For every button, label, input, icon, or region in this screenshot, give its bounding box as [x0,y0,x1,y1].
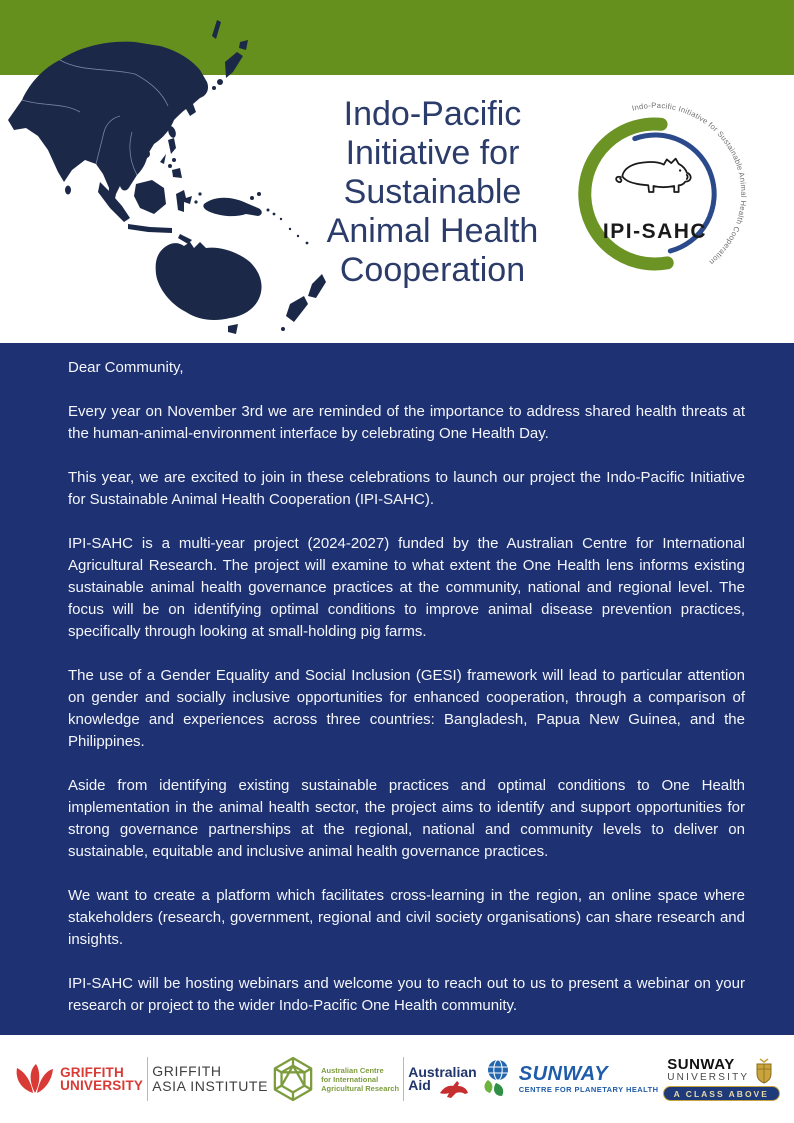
sunway-university-sub: UNIVERSITY [667,1071,750,1083]
sunway-university-tagline: A CLASS ABOVE [663,1086,780,1101]
paragraph: This year, we are excited to join in these celebrations to launch our project the Indo-Pacific Initiative for Sustainable Animal Health Cooperation (IPI-SAHC). [68,469,745,508]
aciar-name: Australian Centre [321,1065,384,1075]
title-line: Sustainable [343,173,522,211]
paragraph: Every year on November 3rd we are reminded of the importance to address shared health threats at the human-animal-environment interface by celebrating One Health Day. [68,403,745,442]
aciar-name: Agricultural Research [321,1083,400,1093]
paragraph: IPI-SAHC will be hosting webinars and welcome you to reach out to us to present a webinar on your research or project to the wider Indo-Pacific One Health community. [68,975,745,1014]
sunway-university-logo [663,1055,780,1101]
sunway-crest-icon [753,1058,775,1084]
logo-acronym: IPI-SAHC [602,220,708,243]
paragraph: IPI-SAHC is a multi-year project (2024-2027) funded by the Australian Centre for International Agricultural Research. The project will examine to what extent the One Health lens informs existing sustainable animal health governance practices at the community, national and regional level. The focus will be on identifying optimal conditions to improve animal disease prevention practices, specifically through looking at small-holding pig farms. [68,535,745,640]
paragraph: The use of a Gender Equality and Social Inclusion (GESI) framework will lead to particular attention on gender and socially inclusive opportunities for enhanced cooperation, through a comparison of knowledge and experiences across three countries: Bangladesh, Papua New Guinea, and the Philippines. [68,667,745,750]
top-green-bar [0,0,794,75]
aciar-name: for International [321,1074,379,1084]
title-line: Indo-Pacific [343,95,522,133]
sunway-university-name: SUNWAY [667,1055,735,1073]
griffith-university-name: GRIFFITH [60,1065,124,1080]
australian-aid-name: Australian [408,1063,477,1080]
logo-ring-text: Indo-Pacific Initiative for Sustainable Animal Health Cooperation [630,100,749,267]
griffith-university-name: UNIVERSITY [60,1078,144,1093]
australian-aid-logo [408,1063,477,1093]
kangaroo-icon [438,1078,470,1100]
partner-logos-footer [0,1035,794,1123]
griffith-asia-institute-logo [152,1064,268,1095]
sunway-planetary-health-logo [481,1058,659,1100]
paragraph: We want to create a platform which facilitates cross-learning in the region, an online space where stakeholders (research, government, regional and civil society organisations) can share research and insights. [68,887,745,948]
griffith-asia-institute-name: ASIA INSTITUTE [152,1078,269,1094]
aciar-logo [272,1056,399,1102]
australian-aid-name: Aid [408,1077,431,1093]
footer-divider [147,1057,148,1101]
paragraph: Aside from identifying existing sustainable practices and optimal conditions to One Health implementation in the animal health sector, the project aims to identify and support opportunities for strong governance partnerships at the regional, national and community levels to deliver on sustainable, equitable and inclusive animal health governance practices. [68,777,745,860]
salutation: Dear Community, [68,359,184,376]
title-line: Initiative for [345,134,520,172]
ipi-sahc-logo [573,88,783,303]
griffith-asia-institute-name: GRIFFITH [152,1062,222,1079]
griffith-university-logo [14,1062,143,1096]
griffith-flame-icon [14,1062,54,1096]
globe-leaves-icon [481,1058,513,1100]
page-title [250,95,615,290]
footer-divider [403,1057,404,1101]
ipi-sahc-logo-icon [573,88,783,303]
sunway-planetary-tagline: CENTRE FOR PLANETARY HEALTH [518,1085,659,1094]
sunway-name: SUNWAY [518,1063,609,1085]
body-section [0,343,794,1035]
title-line: Cooperation [339,251,526,289]
title-line: Animal Health [326,212,539,250]
aciar-hexagon-icon [272,1056,314,1102]
